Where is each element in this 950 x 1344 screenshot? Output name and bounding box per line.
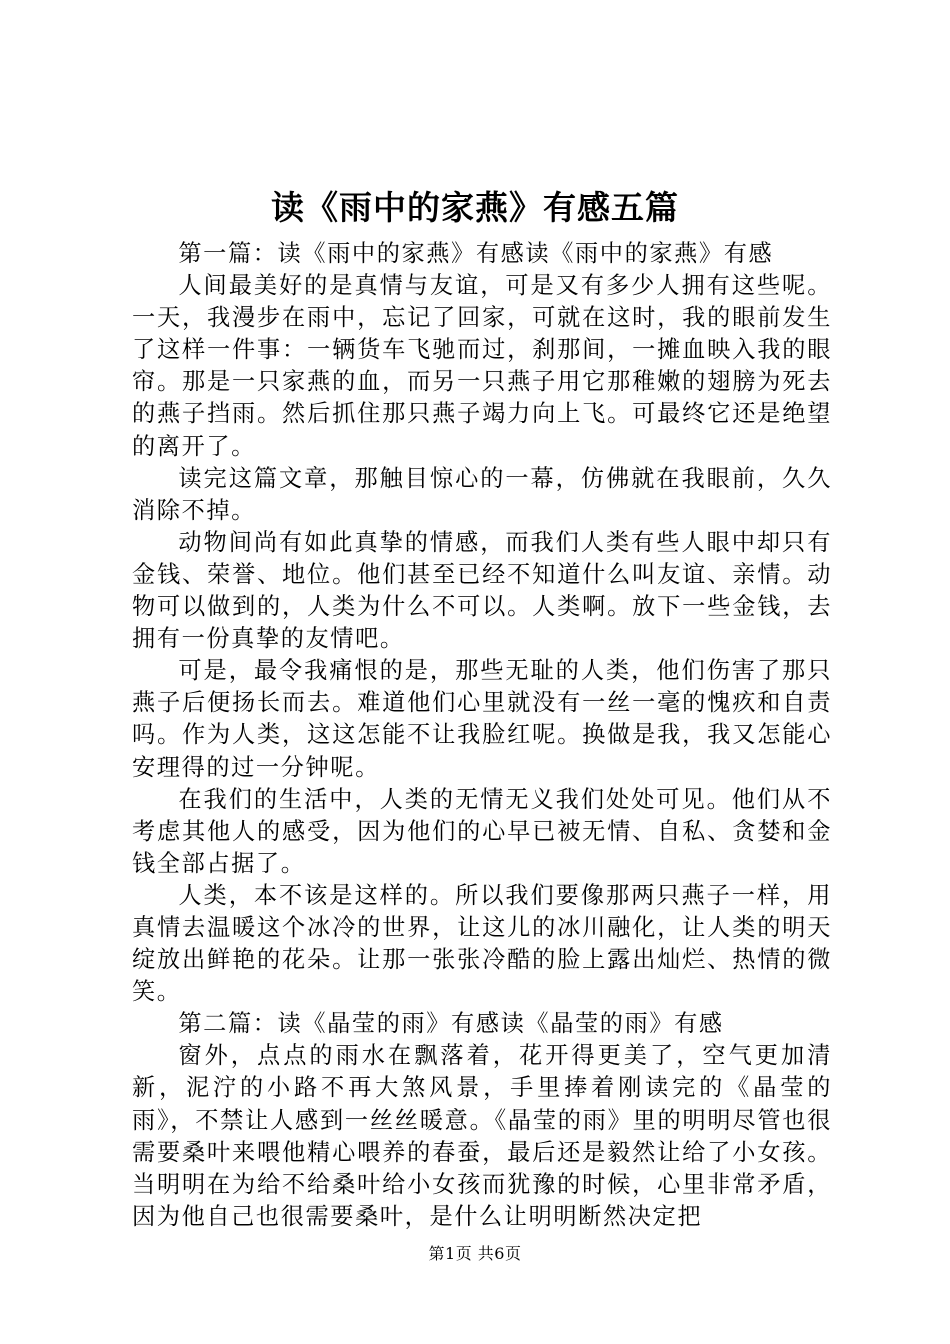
body-paragraph: 人间最美好的是真情与友谊，可是又有多少人拥有这些呢。一天，我漫步在雨中，忘记了回家，可就在这时，我的眼前发生了这样一件事：一辆货车飞驰而过，刹那间，一摊血映入我的眼帘。那是一只家燕的血，而另一只燕子用它那稚嫩的翅膀为死去的燕子挡雨。然后抓住那只燕子竭力向上飞。可最终它还是绝望的离开了。 (132, 272, 832, 460)
document-title: 读《雨中的家燕》有感五篇 (271, 188, 679, 227)
body-paragraph: 动物间尚有如此真挚的情感，而我们人类有些人眼中却只有金钱、荣誉、地位。他们甚至已经不知道什么叫友谊、亲情。动物可以做到的，人类为什么不可以。人类啊。放下一些金钱，去拥有一份真挚的友情吧。 (132, 528, 832, 653)
document-body (132, 238, 832, 1233)
body-paragraph: 人类，本不该是这样的。所以我们要像那两只燕子一样，用真情去温暖这个冰冷的世界，让这儿的冰川融化，让人类的明天绽放出鲜艳的花朵。让那一张张冷酷的脸上露出灿烂、热情的微笑。 (132, 881, 832, 1006)
section-heading: 第二篇：读《晶莹的雨》有感读《晶莹的雨》有感 (178, 1010, 724, 1038)
body-paragraph: 可是，最令我痛恨的是，那些无耻的人类，他们伤害了那只燕子后便扬长而去。难道他们心里就没有一丝一毫的愧疚和自责吗。作为人类，这这怎能不让我脸红呢。换做是我，我又怎能心安理得的过一分钟呢。 (132, 657, 832, 781)
section-heading: 第一篇：读《雨中的家燕》有感读《雨中的家燕》有感 (178, 240, 774, 267)
body-paragraph: 窗外，点点的雨水在飘落着，花开得更美了，空气更加清新，泥泞的小路不再大煞风景，手里捧着刚读完的《晶莹的雨》，不禁让人感到一丝丝暖意。《晶莹的雨》里的明明尽管也很需要桑叶来喂他精心喂养的春蚕，最后还是毅然让给了小女孩。当明明在为给不给桑叶给小女孩而犹豫的时候，心里非常矛盾，因为他自己也很需要桑叶，是什么让明明断然决定把 (132, 1042, 832, 1230)
body-paragraph: 在我们的生活中，人类的无情无义我们处处可见。他们从不考虑其他人的感受，因为他们的心早已被无情、自私、贪婪和金钱全部占据了。 (132, 785, 832, 877)
page-number-footer: 第1页 共6页 (428, 1244, 522, 1263)
body-paragraph: 读完这篇文章，那触目惊心的一幕，仿佛就在我眼前，久久消除不掉。 (132, 464, 832, 524)
